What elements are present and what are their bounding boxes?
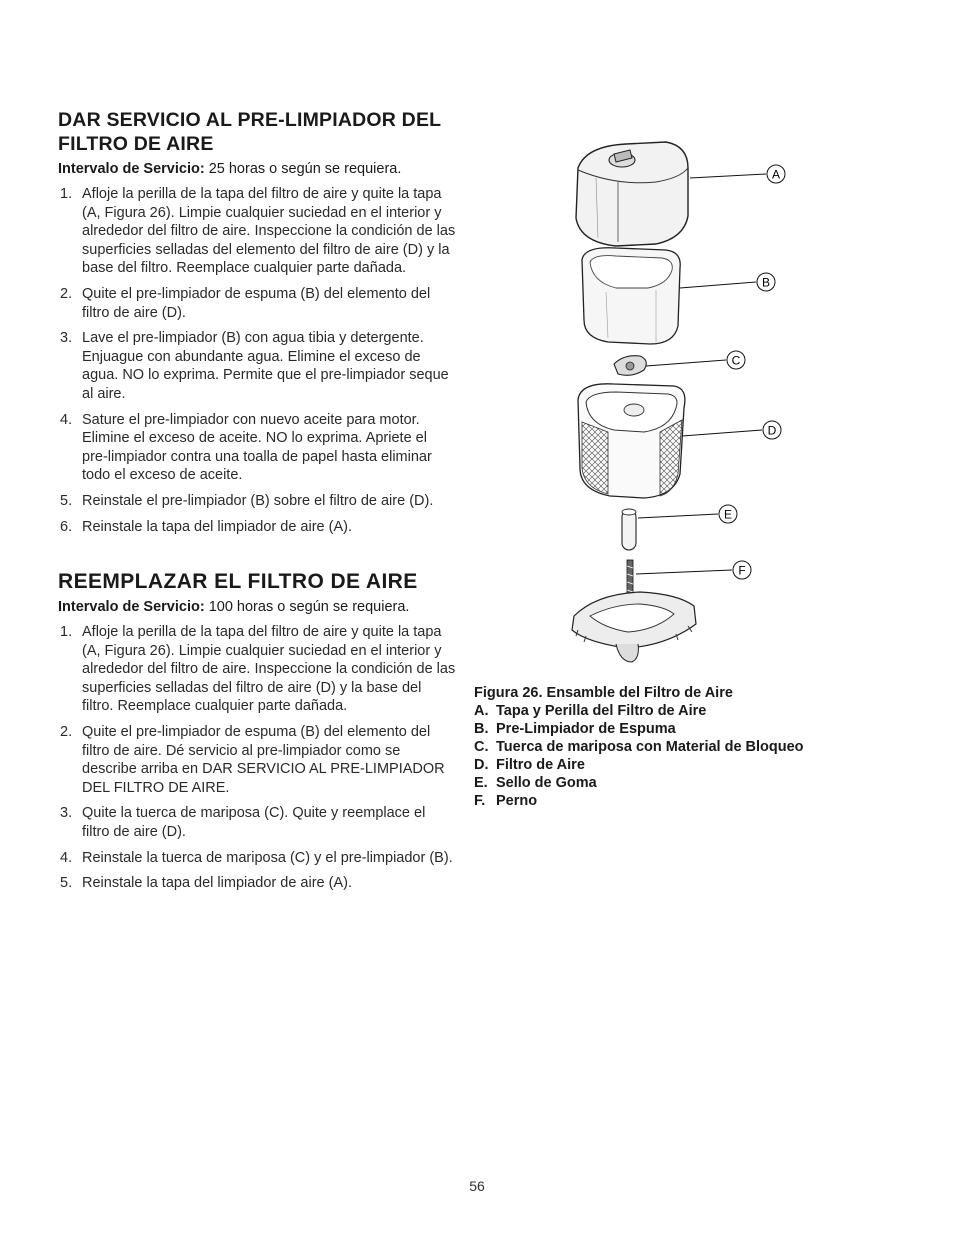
filter-base-icon [572,592,696,662]
step-number: 2. [60,724,73,741]
left-column [58,108,456,900]
rubber-seal-icon [622,509,636,550]
caption-letter: D. [474,757,489,773]
caption-text: Perno [496,793,538,809]
step-text: Reinstale la tapa del limpiador de aire (A). [82,518,352,535]
caption-text: Pre-Limpiador de Espuma [496,721,676,737]
step-text: Afloje la perilla de la tapa del filtro de aire y quite la tapa (A, Figura 26). Limpie cualquier suciedad en el interior y alrededor del filtro de aire. Inspeccione la condición de las superficies selladas del filtro de aire (D) y la base del filtro. Reemplace cualquier parte dañada. [82,624,456,715]
figure-caption [474,684,894,810]
step-number: 5. [60,875,73,892]
callout-b-label: B [761,275,771,290]
air-filter-cover-icon [576,142,688,246]
callout-e-label: E [723,507,733,522]
step-number: 3. [60,805,73,822]
callout-d-label: D [767,423,777,438]
list-item [58,492,456,511]
caption-letter: A. [474,703,489,719]
step-text: Reinstale la tuerca de mariposa (C) y el pre-limpiador (B). [82,849,453,866]
step-text: Reinstale el pre-limpiador (B) sobre el filtro de aire (D). [82,492,434,509]
list-item [58,804,456,841]
step-number: 4. [60,849,73,866]
step-number: 4. [60,411,73,428]
section1-interval [58,160,456,179]
section2 [58,570,456,893]
callout-d [682,421,781,439]
step-number: 5. [60,492,73,509]
caption-letter: B. [474,721,489,737]
step-text: Sature el pre-limpiador con nuevo aceite para motor. Elimine el exceso de aceite. NO lo exprima. Apriete el pre-limpiador contra una toalla de papel hasta eliminar todo el exceso de aceite. [82,411,432,484]
section2-interval-label: Intervalo de Servicio: [58,599,205,616]
list-item [58,874,456,893]
section1-title: DAR SERVICIO AL PRE-LIMPIADOR DEL FILTRO DE AIRE [58,109,441,155]
list-item [58,185,456,278]
callout-c-label: C [731,353,741,368]
list-item [58,411,456,485]
air-filter-assembly-figure [556,138,796,668]
list-item [58,518,456,537]
list-item [58,723,456,797]
step-text: Quite el pre-limpiador de espuma (B) del elemento del filtro de aire (D). [82,285,431,321]
caption-item [474,792,894,810]
callout-f [636,561,751,579]
caption-title: Figura 26. Ensamble del Filtro de Aire [474,685,733,701]
air-filter-element-icon [578,384,685,498]
caption-item [474,702,894,720]
list-item [58,849,456,868]
foam-precleaner-icon [582,248,680,344]
list-item [58,285,456,322]
step-number: 1. [60,624,73,641]
section2-interval [58,598,456,617]
caption-letter: C. [474,739,489,755]
section1-interval-label: Intervalo de Servicio: [58,161,205,177]
caption-item [474,738,894,756]
callout-c [646,351,745,369]
caption-text: Tapa y Perilla del Filtro de Aire [496,703,707,719]
section1-steps [58,185,456,536]
caption-text: Filtro de Aire [496,757,585,773]
wing-nut-icon [614,356,646,376]
caption-text: Tuerca de mariposa con Material de Bloqueo [496,739,804,755]
caption-letter: F. [474,793,486,809]
step-number: 3. [60,330,73,347]
section1-interval-value: 25 horas o según se requiera. [208,161,402,177]
caption-item [474,774,894,792]
caption-item [474,756,894,774]
callout-f-label: F [738,563,746,578]
step-text: Afloje la perilla de la tapa del filtro de aire y quite la tapa (A, Figura 26). Limpie cualquier suciedad en el interior y alrededor del filtro de aire. Inspeccione la condición de las superficies selladas del elemento del filtro de aire (D) y la base del filtro. Reemplace cualquier parte dañada. [82,186,456,277]
callout-b [680,273,775,291]
step-number: 6. [60,518,73,535]
step-text: Quite la tuerca de mariposa (C). Quite y reemplace el filtro de aire (D). [82,805,426,841]
caption-text: Sello de Goma [496,775,597,791]
section2-title: REEMPLAZAR EL FILTRO DE AIRE [58,570,418,594]
section2-steps [58,623,456,893]
section2-interval-value: 100 horas o según se requiera. [208,599,410,616]
step-text: Reinstale la tapa del limpiador de aire (A). [82,875,352,892]
step-number: 1. [60,186,73,202]
list-item [58,623,456,716]
callout-e [638,505,737,523]
page-number: 56 [469,1178,485,1194]
callout-a-label: A [771,167,781,182]
step-text: Lave el pre-limpiador (B) con agua tibia y detergente. Enjuague con abundante agua. Elimine el exceso de agua. NO lo exprima. Permite que el pre-limpiador seque al aire. [82,330,449,402]
list-item [58,329,456,403]
callout-a [690,165,785,183]
step-text: Quite el pre-limpiador de espuma (B) del elemento del filtro de aire. Dé servicio al pre-limpiador como se describe arriba en DAR SERVICIO AL PRE-LIMPIADOR DEL FILTRO DE AIRE. [82,724,445,796]
step-number: 2. [60,285,73,302]
caption-item [474,720,894,738]
caption-letter: E. [474,775,488,791]
